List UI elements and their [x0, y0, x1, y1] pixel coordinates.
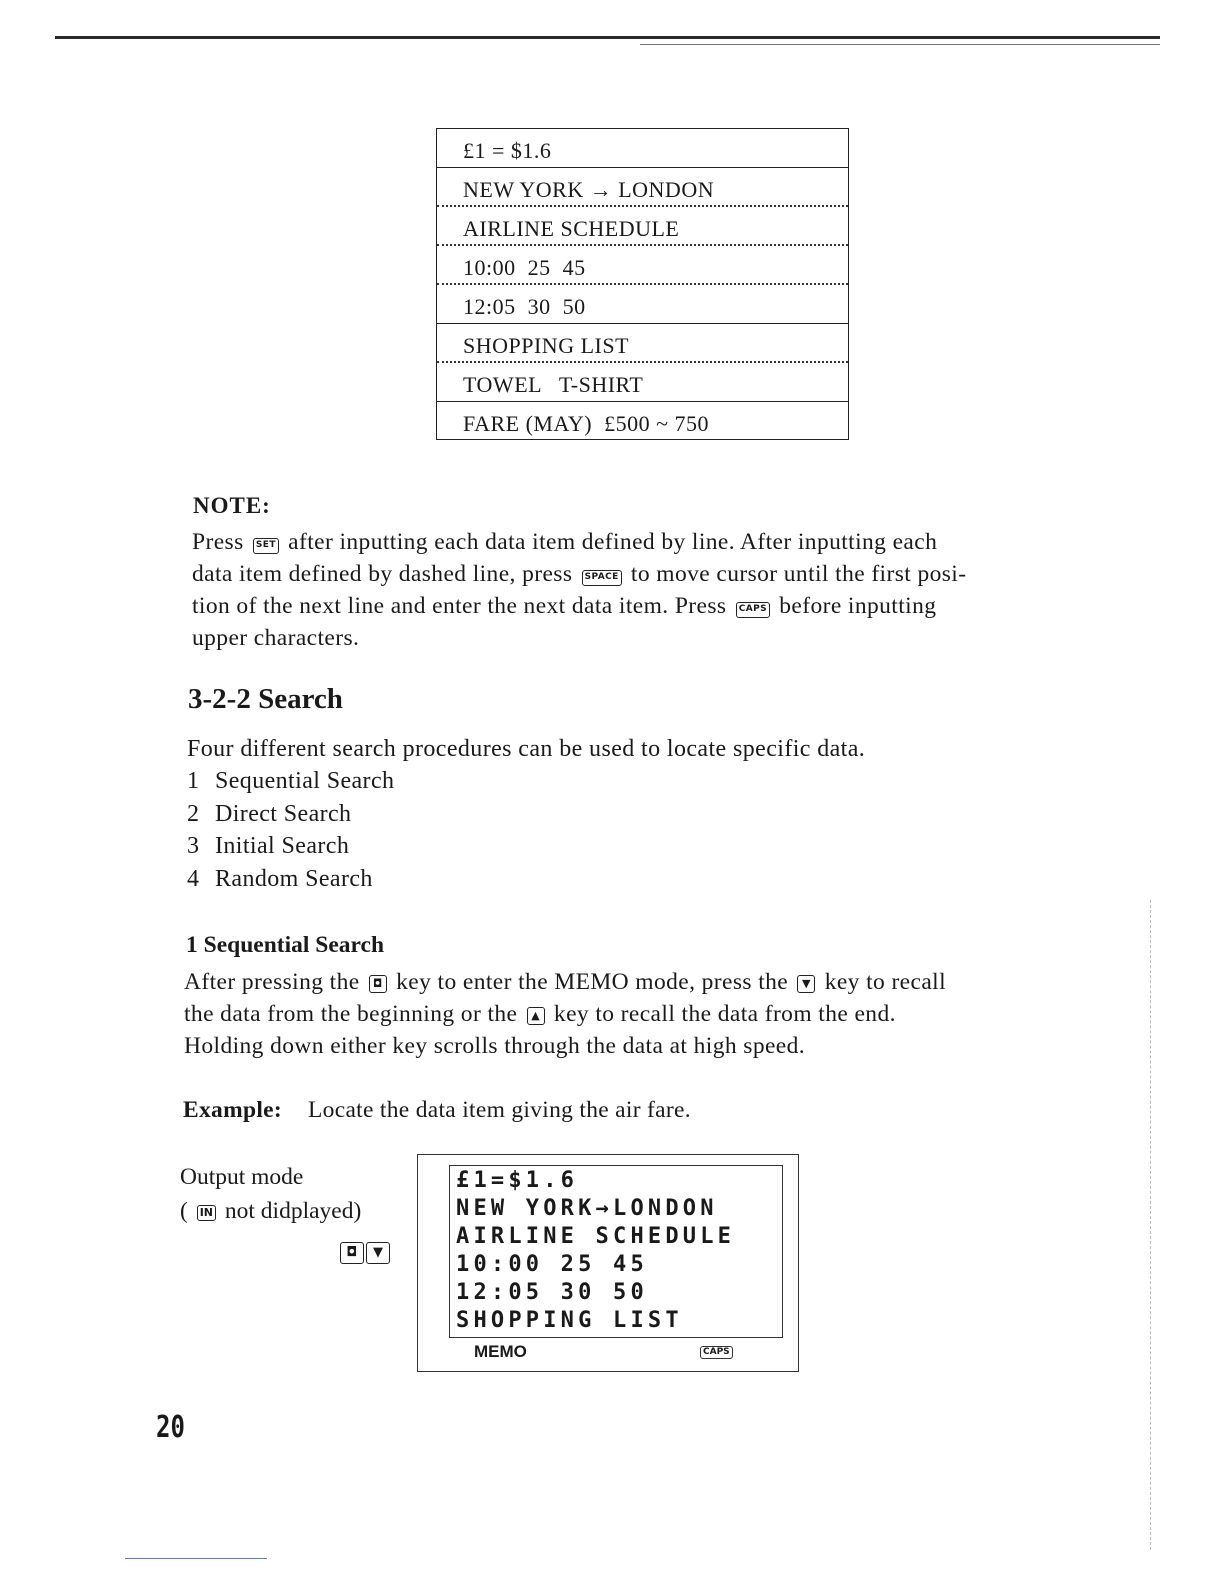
text: Press	[192, 529, 250, 555]
note-line	[192, 622, 966, 654]
section-intro: Four different search procedures can be used to locate specific data.	[187, 736, 866, 762]
data-row	[437, 285, 848, 324]
list-label: Direct Search	[215, 800, 352, 827]
lcd-line: SHOPPING LIST	[456, 1308, 683, 1333]
data-sheet-table	[436, 128, 849, 440]
text: (	[180, 1198, 194, 1224]
note-line	[192, 526, 966, 558]
data-row-text: 12:05 30 50	[463, 294, 586, 319]
output-mode-label	[180, 1160, 361, 1228]
page-number: 20	[156, 1410, 185, 1445]
data-row	[437, 207, 848, 246]
lcd-line: £1=$1.6	[456, 1168, 579, 1193]
list-item	[187, 830, 394, 863]
output-mode-note	[180, 1194, 361, 1228]
list-label: Sequential Search	[215, 768, 395, 794]
text: after inputting each data item defined by line. After inputting each	[281, 529, 938, 555]
in-key-icon: IN	[197, 1205, 216, 1221]
list-label: Random Search	[215, 865, 373, 892]
note-title: NOTE:	[193, 493, 271, 518]
section-title: 3-2-2 Search	[188, 683, 343, 715]
lcd-screen	[449, 1165, 783, 1338]
data-row	[437, 168, 848, 207]
data-row	[437, 129, 848, 168]
note-line	[192, 590, 966, 622]
text: key to recall the data from the end.	[547, 1001, 896, 1027]
data-row-text: 10:00 25 45	[463, 255, 586, 280]
text: key to enter the MEMO mode, press the	[389, 969, 795, 995]
sequential-paragraph	[184, 966, 946, 1062]
data-row-text: SHOPPING LIST	[463, 333, 630, 358]
text: upper characters.	[192, 625, 360, 651]
top-rule-thin	[640, 44, 1160, 45]
example-label: Example:	[183, 1097, 283, 1123]
search-procedure-list	[187, 765, 394, 895]
lcd-line: 10:00 25 45	[456, 1252, 648, 1277]
data-row	[437, 246, 848, 285]
example-line	[183, 1097, 691, 1124]
lcd-display	[417, 1154, 799, 1372]
text: After pressing the	[184, 969, 366, 995]
top-rule	[55, 36, 1160, 39]
data-row	[437, 324, 848, 363]
lcd-line: NEW YORK→LONDON	[456, 1196, 718, 1221]
list-number: 1	[187, 768, 200, 794]
output-key-sequence	[339, 1242, 391, 1264]
list-item	[187, 798, 394, 831]
text: tion of the next line and enter the next data item. Press	[192, 593, 733, 619]
down-arrow-key-icon: ▼	[797, 975, 815, 993]
text: not didplayed)	[219, 1198, 362, 1224]
note-paragraph	[192, 526, 966, 654]
data-row	[437, 363, 848, 402]
lcd-caps-indicator: CAPS	[700, 1346, 733, 1359]
subsection-title: 1 Sequential Search	[186, 932, 385, 958]
text: to move cursor until the first posi-	[624, 561, 967, 587]
note-line	[192, 558, 966, 590]
para-line	[184, 966, 946, 998]
space-key-icon: SPACE	[582, 570, 622, 586]
lcd-line: AIRLINE SCHEDULE	[456, 1224, 736, 1249]
example-text: Locate the data item giving the air fare.	[308, 1097, 691, 1123]
bottom-rule	[125, 1558, 267, 1559]
data-row-text: FARE (MAY) £500 ~ 750	[463, 411, 709, 436]
list-label: Initial Search	[215, 833, 350, 859]
data-row-text: TOWEL T-SHIRT	[463, 372, 644, 397]
memo-key-icon: ◘	[340, 1242, 364, 1264]
list-item	[187, 765, 394, 798]
data-row-text: AIRLINE SCHEDULE	[463, 216, 680, 241]
text: data item defined by dashed line, press	[192, 561, 579, 587]
para-line: Holding down either key scrolls through the data at high speed.	[184, 1033, 806, 1059]
data-row-text: £1 = $1.6	[463, 138, 552, 163]
list-number: 4	[187, 865, 200, 892]
caps-key-icon: CAPS	[736, 602, 770, 618]
set-key-icon: SET	[253, 538, 279, 554]
memo-key-icon: ◘	[369, 975, 387, 993]
list-number: 2	[187, 800, 200, 827]
data-row-text: NEW YORK → LONDON	[463, 177, 715, 202]
text: before inputting	[772, 593, 937, 619]
list-number: 3	[187, 833, 200, 859]
up-arrow-key-icon: ▲	[527, 1007, 545, 1025]
para-line	[184, 998, 946, 1030]
list-item	[187, 863, 394, 896]
text: the data from the beginning or the	[184, 1001, 524, 1027]
lcd-mode-indicator: MEMO	[474, 1342, 527, 1361]
data-row	[437, 402, 848, 441]
down-arrow-key-icon: ▼	[366, 1242, 390, 1264]
text: key to recall	[818, 969, 947, 995]
output-mode-title: Output mode	[180, 1164, 304, 1190]
scan-edge-marks	[1150, 900, 1152, 1550]
lcd-line: 12:05 30 50	[456, 1280, 648, 1305]
